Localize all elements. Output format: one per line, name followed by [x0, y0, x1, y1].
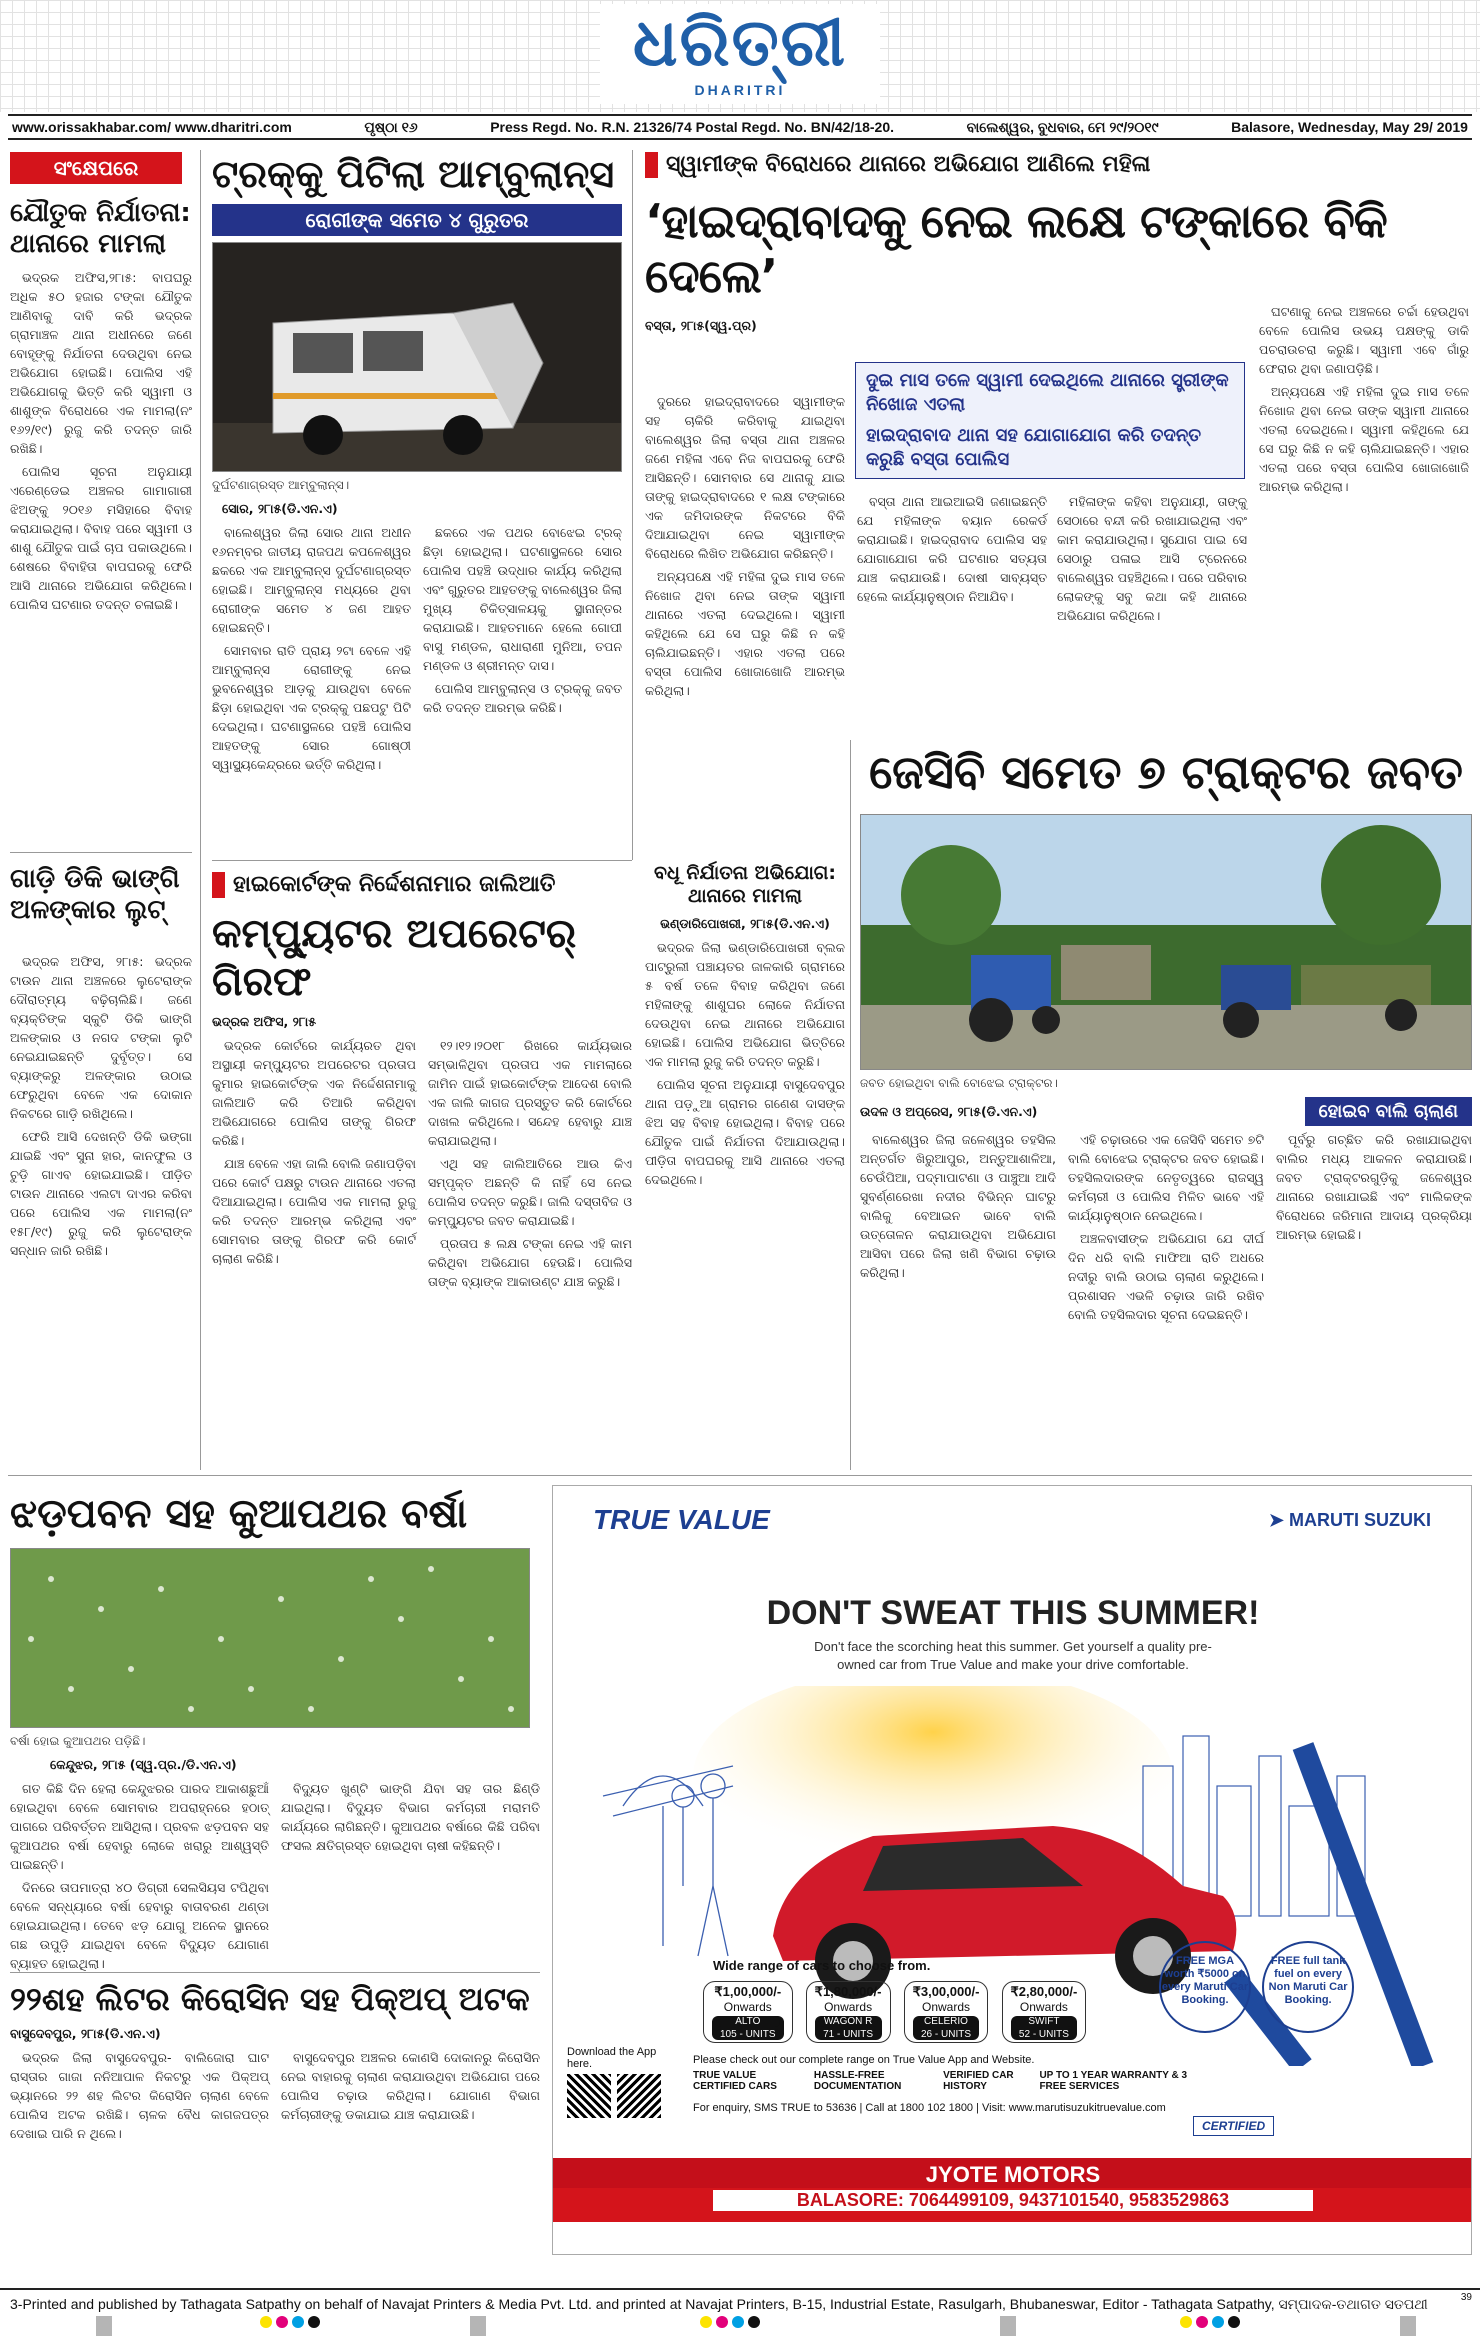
jcb-caption: ଜବତ ହୋଇଥିବା ବାଲି ବୋଝେଇ ଟ୍ରାକ୍ଟର। — [860, 1076, 1058, 1091]
yellow-dot — [260, 2316, 272, 2328]
paragraph: ଭଦ୍ରକ ଜିଲା ଭଣ୍ଡାରିପୋଖରୀ ବ୍ଲକ ପାଟ୍ରୁଲୀ ପଞ୍ଚାୟତର ଜାଳକାରି ଗ୍ରାମରେ ୫ ବର୍ଷ ତଳେ ବିବାହ କରିଥିବା ଜଣେ ମହିଳାଙ୍କୁ ଶାଶୁଘର ଲୋକେ ନିର୍ଯାତନା ଦେଉଥିବା ନେଇ ଥାନାରେ ଅଭିଯୋଗ ହୋଇଛି। ପୋଲିସ ଅଭିଯୋଗ ଭିତ୍ତିରେ ଏକ ମାମଲା ରୁଜୁ କରି ତଦନ୍ତ କରୁଛି। — [645, 939, 845, 1069]
text-column — [212, 1036, 416, 1295]
paragraph: ଏହି ଚଢ଼ାଉରେ ଏକ ଜେସିବି ସମେତ ୭ଟି ବାଲି ବୋଝେଇ ଟ୍ରାକ୍ଟର ଜବତ ହୋଇଛି। ତହସିଲଦାରଙ୍କ ନେତୃତ୍ୱରେ ରାଜସ୍ୱ କର୍ମଚାରୀ ଓ ପୋଲିସ ମିଳିତ ଭାବେ ଏହି କାର୍ଯ୍ୟାନୁଷ୍ଠାନ ନେଇଥିଲେ। — [1068, 1132, 1264, 1224]
true-value-ad[interactable] — [552, 1485, 1472, 2255]
maruti-logo-icon: ➤ — [1268, 1510, 1289, 1530]
model-label: WAGON R 71 - UNITS — [815, 2016, 882, 2040]
hyderabad-col-4 — [1259, 302, 1469, 500]
magenta-dot — [1196, 2316, 1208, 2328]
sankhepare-column — [10, 152, 192, 1258]
price-alto[interactable]: ₹1,00,000/- Onwards ALTO 105 - UNITS — [703, 1981, 793, 2043]
column-divider — [632, 150, 633, 860]
kerosene-story — [10, 1980, 540, 2147]
feature-item: UP TO 1 YEAR WARRANTY & 3 FREE SERVICES — [1039, 2070, 1188, 2092]
black-dot — [748, 2316, 760, 2328]
ambulance-photo[interactable] — [212, 242, 622, 472]
hailstone-photo[interactable] — [10, 1548, 530, 1728]
paragraph: ସୋମବାର ରାତି ପ୍ରାୟ ୨ଟା ବେଳେ ଏହି ଆମ୍ବୁଲାନ୍ସ ରୋଗୀଙ୍କୁ ନେଇ ଭୁବନେଶ୍ୱର ଆଡ଼କୁ ଯାଉଥିବା ବେଳେ ଛିଡ଼ା ହୋଇଥିବା ଏକ ଟ୍ରକ୍‌କୁ ପଛପଟୁ ପିଟି ଦେଇଥିଲା। ଘଟଣାସ୍ଥଳରେ ପହଞ୍ଚି ପୋଲିସ ଆହତଙ୍କୁ ସୋର ଗୋଷ୍ଠୀ ସ୍ୱାସ୍ଥ୍ୟକେନ୍ଦ୍ରରେ ଭର୍ତ୍ତି କରିଥିଲା। — [212, 642, 411, 772]
yellow-dot — [700, 2316, 712, 2328]
enquiry-text[interactable]: For enquiry, SMS TRUE to 53636 | Call at 1800 102 1800 | Visit: www.marutisuzukitruevalue.com — [693, 2102, 1166, 2114]
hyderabad-highlights — [855, 362, 1245, 479]
date-odia: ବାଲେଶ୍ୱର, ବୁଧବାର, ମେ ୨୯/୨୦୧୯ — [966, 118, 1159, 135]
paragraph: ବାସୁଦେବପୁର ଅଞ୍ଚଳର କୋଣସି ଦୋକାନରୁ କିରୋସିନ ନେଇ ବାହାରକୁ ଚାଲାଣ କରାଯାଉଥିବା ଅଭିଯୋଗ ପରେ ପୋଲିସ ଚଢ଼ାଉ କରିଥିଲା। ଯୋଗାଣ ବିଭାଗ କର୍ମଚାରୀଙ୍କୁ ଡକାଯାଇ ଯାଞ୍ଚ କରାଯାଉଛି। — [281, 2050, 540, 2123]
paragraph: ପ୍ରତାପ ୫ ଲକ୍ଷ ଟଙ୍କା ନେଇ ଏହି କାମ କରିଥିବା ଅଭିଯୋଗ ହେଉଛି। ପୋଲିସ ତାଙ୍କ ବ୍ୟାଙ୍କ ଆକାଉଣ୍ଟ ଯାଞ୍ଚ କରୁଛି। — [428, 1236, 632, 1289]
paragraph: ବସ୍ତା ଥାନା ଆଇଆଇସି ଜଣାଇଛନ୍ତି ଯେ ମହିଳାଙ୍କ ବୟାନ ରେକର୍ଡ କରାଯାଇଛି। ହାଇଦ୍ରାବାଦ ପୋଲିସ ସହ ଯୋଗାଯୋଗ କରି ଘଟଣାର ସତ୍ୟତା ଯାଞ୍ଚ କରାଯାଉଛି। ଦୋଷୀ ସାବ୍ୟସ୍ତ ହେଲେ କାର୍ଯ୍ୟାନୁଷ୍ଠାନ ନିଆଯିବ। — [857, 494, 1047, 604]
kerosene-headline[interactable]: ୨୨ଶହ ଲିଟର କିରୋସିନ ସହ ପିକ୍‌ଅପ୍‌ ଅଟକ — [10, 1980, 530, 2018]
highcourt-story — [212, 872, 632, 1295]
highcourt-kicker: ହାଇକୋର୍ଟଙ୍କ ନିର୍ଦ୍ଦେଶନାମାର ଜାଲିଆତି — [233, 872, 556, 897]
registration-mark — [1400, 2316, 1416, 2336]
ad-subline: Don't face the scorching heat this summer. Get yourself a quality pre-owned car from True Value and make your drive comfortable. — [814, 1639, 1212, 1672]
highcourt-headline[interactable]: କମ୍ପ୍ୟୁଟର ଅପରେଟର୍‌ ଗିରଫ — [212, 911, 577, 1005]
column-divider — [850, 740, 851, 1470]
tractors-image — [861, 815, 1472, 1070]
rain-story — [10, 1490, 540, 1977]
kerosene-body — [10, 2048, 540, 2147]
paragraph: ବାଲେଶ୍ୱର ଜିଲା ଜଳେଶ୍ୱର ତହସିଲ ଅନ୍ତର୍ଗତ ଖିରୁଆପୁର, ଅନ୍ତୁଆଶାଳିଆ, ଚେଉଁପିଆ, ପଦ୍ମାପାଟଣା ଓ ପାଞ୍ଚୁଆ ଆଦି ସୁବର୍ଣ୍ଣରେଖା ନଦୀର ବିଭିନ୍ନ ଘାଟରୁ ବାଲିକୁ ବେଆଇନ ଭାବେ ବାଲି ଉତ୍ତୋଳନ କରାଯାଉଥିବା ଅଭିଯୋଗ ଆସିବା ପରେ ଜିଲା ଖଣି ବିଭାଗ ଚଢ଼ାଉ କରିଥିଲା। — [860, 1132, 1056, 1281]
hyderabad-col-1 — [645, 392, 845, 704]
badge-free-mga: FREE MGA worth ₹5000 on every Maruti Car Booking. — [1159, 1941, 1251, 2033]
price-value: ₹1,00,000/- — [714, 1984, 782, 1999]
cyan-dot — [1212, 2316, 1224, 2328]
masthead — [0, 0, 1480, 112]
qr-code-icon[interactable] — [617, 2074, 661, 2118]
black-dot — [1228, 2316, 1240, 2328]
ad-price-list — [703, 1981, 1094, 2043]
text-column — [212, 523, 411, 778]
paragraph: ଭଦ୍ରକ ଅଫିସ,୨୮ା୫: ବାପଘରୁ ଅଧିକ ୫୦ ହଜାର ଟଙ୍କା ଯୌତୁକ ଆଣିବାକୁ ଦାବି କରି ଭଦ୍ରକ ଗ୍ରାମାଞ୍ଚଳ ଥାନା ଅଧୀନରେ ଜଣେ ବୋହୂଙ୍କୁ ନିର୍ଯାତନା ଦେଉଥିବା ନେଇ ଅଭିଯୋଗ ହୋଇଛି। ପୋଲିସ ଏହି ଅଭିଯୋଗକୁ ଭିତ୍ତି କରି ସ୍ୱାମୀ ଓ ଶାଶୁଙ୍କ ବିରୋଧରେ ଏକ ମାମଲା(ନଂ ୧୬୨/୧୯) ରୁଜୁ କରି ତଦନ୍ତ ଜାରି ରଖିଛି। — [10, 270, 192, 457]
red-square-icon — [645, 152, 658, 178]
ambulance-caption: ଦୁର୍ଘଟଣାଗ୍ରସ୍ତ ଆମ୍ବୁଲାନ୍ସ। — [212, 477, 350, 492]
text-column — [10, 1779, 269, 1977]
highcourt-body — [212, 1036, 632, 1295]
jcb-subhead: ହୋଇବ ବାଲି ଚାଲାଣ — [1305, 1097, 1472, 1126]
magenta-dot — [716, 2316, 728, 2328]
ad-app-download — [567, 2046, 677, 2118]
price-wagonr[interactable]: ₹1,80,000/- Onwards WAGON R 71 - UNITS — [806, 1981, 891, 2043]
model-label: ALTO 105 - UNITS — [712, 2016, 784, 2040]
checkout-text: Please check out our complete range on True Value App and Website. — [693, 2054, 1035, 2066]
price-value: ₹2,80,000/- — [1010, 1984, 1078, 1999]
hyderabad-story — [645, 152, 1473, 698]
paragraph: ପୋଲିସ ସୂଚନା ଅନୁଯାୟୀ ବାସୁଦେବପୁର ଥାନା ପଡ଼ୁଆ ଗ୍ରାମର ଗଣେଶ ଦାସଙ୍କ ଝିଅ ସହ ବିବାହ ହୋଇଥିଲା। ବିବାହ ପରେ ଯୌତୁକ ପାଇଁ ନିର୍ଯାତନା ଦିଆଯାଉଥିଲା। ପୀଡ଼ିତା ବାପଘରକୁ ଆସି ଥାନାରେ ଏତଲା ଦେଇଥିଲେ। — [645, 1076, 845, 1187]
highcourt-kicker-row — [212, 872, 632, 898]
story-loot-body — [10, 952, 192, 1264]
hyderabad-headline[interactable]: ‘ହାଇଦ୍ରାବାଦକୁ ନେଇ ଲକ୍ଷେ ଟଙ୍କାରେ ବିକି ଦେଲେ’ — [645, 194, 1387, 304]
hyderabad-dateline: ବସ୍ତା, ୨୮ା୫(ସ୍ୱ.ପ୍ର) — [645, 318, 757, 334]
paragraph: ଫେରି ଆସି ଦେଖନ୍ତି ଡିକି ଭଙ୍ଗା ଯାଇଛି ଏବଂ ସୁନା ହାର, କାନଫୁଲ ଓ ଚୁଡ଼ି ଗାଏବ ହୋଇଯାଇଛି। ପୀଡ଼ିତ ଟାଉନ ଥାନାରେ ଏଲଟା ଦାଏର କରିବା ପରେ ପୋଲିସ ଏକ ମାମଲା(ନଂ ୧୫୮/୧୯) ରୁଜୁ କରି ଲୁଟେରାଙ୍କ ସନ୍ଧାନ ଜାରି ରଖିଛି। — [10, 1129, 192, 1258]
story-dowry-headline[interactable]: ଯୌତୁକ ନିର୍ଯାତନା: ଥାନାରେ ମାମଲା — [10, 198, 191, 260]
hyderabad-col-2 — [857, 492, 1047, 610]
certified-badge: CERTIFIED — [1193, 2116, 1274, 2136]
website-links[interactable]: www.orissakhabar.com/ www.dharitri.com — [12, 119, 292, 135]
ad-brand-maruti — [1269, 1510, 1431, 1531]
paragraph: ବାଲେଶ୍ୱର ଜିଲା ସୋର ଥାନା ଅଧୀନ ୧୬ନମ୍ବର ଜାତୀୟ ରାଜପଥ କପଳେଶ୍ୱର ଛକରେ ଏକ ଆମ୍ବୁଲାନ୍ସ ଦୁର୍ଘଟଣାଗ୍ରସ୍ତ ହୋଇଛି। ଆମ୍ବୁଲାନ୍ସ ମଧ୍ୟରେ ଥିବା ରୋଗୀଙ୍କ ସମେତ ୪ ଜଣ ଆହତ ହୋଇଛନ୍ତି। — [212, 524, 411, 635]
logo-sub: DHARITRI — [694, 82, 786, 98]
magenta-dot — [276, 2316, 288, 2328]
hyderabad-col-3 — [1057, 492, 1247, 629]
date-english: Balasore, Wednesday, May 29/ 2019 — [1231, 119, 1468, 135]
divider — [10, 852, 192, 853]
dealer-banner — [553, 2158, 1472, 2222]
ad-range-title: Wide range of cars to choose from. — [713, 1958, 931, 1973]
ad-info — [693, 2054, 1213, 2114]
paragraph: ୧୨।୧୨।୨୦୧୮ ରିଖରେ କାର୍ଯ୍ୟଭାର ସମ୍ଭାଳିଥିବା ପ୍ରତାପ ଏକ ମାମଲାରେ ଜାମିନ ପାଇଁ ହାଇକୋର୍ଟଙ୍କ ଆଦେଶ ବୋଲି ଏକ ଜାଲି କାଗଜ ପ୍ରସ୍ତୁତ କରି କୋର୍ଟରେ ଦାଖଲ କରିଥିଲେ। ସନ୍ଦେହ ହେବାରୁ ଯାଞ୍ଚ କରାଯାଇଥିଲା। — [428, 1038, 632, 1148]
feature-item: HASSLE-FREE DOCUMENTATION — [813, 2070, 902, 2092]
ambulance-strap: ରୋଗୀଙ୍କ ସମେତ ୪ ଗୁରୁତର — [212, 204, 622, 236]
registration-mark — [96, 2316, 112, 2336]
paragraph: ଘଟଣାକୁ ନେଇ ଅଞ୍ଚଳରେ ଚର୍ଚ୍ଚା ହେଉଥିବା ବେଳେ ପୋଲିସ ଉଭୟ ପକ୍ଷଙ୍କୁ ଡାକି ପଚରାଉଚରା କରୁଛି। ସ୍ୱାମୀ ଏବେ ଗାଁରୁ ଫେରାର ଥିବା ଜଣାପଡ଼ିଛି। — [1259, 304, 1469, 376]
hyderabad-kicker-row — [645, 152, 1473, 178]
paragraph: ଅନ୍ୟପକ୍ଷେ ଏହି ମହିଳା ଦୁଇ ମାସ ତଳେ ନିଖୋଜ ଥିବା ନେଇ ତାଙ୍କ ସ୍ୱାମୀ ଥାନାରେ ଏତଲା ଦେଇଥିଲେ। ସ୍ୱାମୀ କହିଥିଲେ ଯେ ସେ ଘରୁ କିଛି ନ କହି ଚାଲିଯାଇଛନ୍ତି। ଏହାର ଏତଲା ପରେ ବସ୍ତା ପୋଲିସ ଖୋଜାଖୋଜି ଆରମ୍ଭ କରିଥିଲା। — [645, 569, 845, 698]
paragraph: ଭଦ୍ରକ ଜିଲା ବାସୁଦେବପୁର- ବାଲିଜୋରା ଘାଟ ରାସ୍ତାର ଗାଜା ନନିଆପାଳ ନିକଟରୁ ଏକ ପିକ୍‌ଅପ୍ ଭ୍ୟାନରେ ୨୨ ଶହ ଲିଟର କିରୋସିନ ଚାଲାଣ ବେଳେ ପୋଲିସ ଅଟକ ରଖିଛି। ଚାଳକ ବୈଧ କାଗଜପତ୍ର ଦେଖାଇ ପାରି ନ ଥିଲେ। — [10, 2050, 269, 2142]
ambulance-body — [212, 523, 622, 778]
column-divider — [200, 150, 201, 1470]
rain-body — [10, 1779, 540, 1977]
ambulance-story — [212, 152, 622, 778]
jcb-dateline: ଉଦଳ ଓ ଅପ୍ରେସ, ୨୮ା୫(ଡି.ଏନ.ଏ) — [860, 1103, 1038, 1119]
paragraph: ଯାଞ୍ଚ ବେଳେ ଏହା ଜାଲି ବୋଲି ଜଣାପଡ଼ିବା ପରେ କୋର୍ଟ ପକ୍ଷରୁ ଟାଉନ ଥାନାରେ ଏତଲା ଦିଆଯାଇଥିଲା। ପୋଲିସ ଏକ ମାମଲା ରୁଜୁ କରି ତଦନ୍ତ ଆରମ୍ଭ କରିଥିଲା ଏବଂ ସୋମବାର ତାଙ୍କୁ ଗିରଫ କରି କୋର୍ଟ ଚାଲାଣ କରିଛି। — [212, 1156, 416, 1266]
highlight-line-1: ଦୁଇ ମାସ ତଳେ ସ୍ୱାମୀ ଦେଇଥିଲେ ଥାନାରେ ସ୍ତ୍ରୀଙ୍କ ନିଖୋଜ ଏତଲା — [866, 370, 1229, 416]
paragraph: ବିଦ୍ୟୁତ ଖୁଣ୍ଟି ଭାଙ୍ଗି ଯିବା ସହ ତାର ଛିଣ୍ଡି ଯାଇଥିଲା। ବିଦ୍ୟୁତ ବିଭାଗ କର୍ମଚାରୀ ମରାମତି କାର୍ଯ୍ୟରେ ଲାଗିଛନ୍ତି। କୁଆପଥର ବର୍ଷାରେ କିଛି ପରିବା ଫସଲ କ୍ଷତିଗ୍ରସ୍ତ ହୋଇଥିବା ଚାଷୀ କହିଛନ୍ତି। — [281, 1781, 540, 1853]
qr-code-icon[interactable] — [567, 2074, 611, 2118]
paragraph: ଅଞ୍ଚଳବାସୀଙ୍କ ଅଭିଯୋଗ ଯେ ଦୀର୍ଘ ଦିନ ଧରି ବାଲି ମାଫିଆ ରାତି ଅଧରେ ନଦୀରୁ ବାଲି ଉଠାଇ ଚାଲାଣ କରୁଥିଲେ। ପ୍ରଶାସନ ଏଭଳି ଚଢ଼ାଉ ଜାରି ରଖିବ ବୋଲି ତହସିଲଦାର ସୂଚନା ଦେଇଛନ୍ତି। — [1068, 1231, 1264, 1323]
paragraph: ଦୁରରେ ହାଇଦ୍ରାବାଦରେ ସ୍ୱାମୀଙ୍କ ସହ ଚାକିରି କରିବାକୁ ଯାଇଥିବା ବାଲେଶ୍ୱର ଜିଲା ବସ୍ତା ଥାନା ଅଞ୍ଚଳର ଜଣେ ମହିଳା ଏବେ ନିଜ ବାପଘରକୁ ଫେରି ଆସିଛନ୍ତି। ସୋମବାର ସେ ଥାନାକୁ ଯାଇ ତାଙ୍କୁ ହାଇଦ୍ରାବାଦରେ ୧ ଲକ୍ଷ ଟଙ୍କାରେ ଏକ ଜମିଦାରଙ୍କ ନିକଟରେ ବିକି ଦିଆଯାଇଥିବା ନେଇ ସ୍ୱାମୀଙ୍କ ବିରୋଧରେ ଲିଖିତ ଅଭିଯୋଗ କରିଛନ୍ତି। — [645, 394, 845, 561]
kerosene-dateline: ବାସୁଦେବପୁର, ୨୮ା୫(ଡି.ଏନ.ଏ) — [10, 2026, 161, 2042]
black-dot — [308, 2316, 320, 2328]
logo-main: ଧରିତ୍ରୀ — [632, 4, 848, 81]
text-column — [10, 2048, 269, 2147]
text-column — [281, 1779, 540, 1977]
text-column — [423, 523, 622, 778]
registration-number: Press Regd. No. R.N. 21326/74 Postal Regd. No. BN/42/18-20. — [490, 119, 895, 135]
divider — [10, 1972, 540, 1973]
cyan-dot — [732, 2316, 744, 2328]
price-celerio[interactable]: ₹3,00,000/- Onwards CELERIO 26 - UNITS — [904, 1981, 989, 2043]
rain-dateline: କେନ୍ଦୁଝର, ୨୮ା୫ (ସ୍ୱ.ପ୍ର./ଡି.ଏନ.ଏ) — [50, 1757, 237, 1772]
printline-text: 3-Printed and published by Tathagata Satpathy on behalf of Navajat Printers & Media Pvt. Ltd. and printed at Navajat Printers, B-15, Industrial Estate, Rasulgarh, Bhubaneswar, Editor - Tathagata Satpathy, ସମ୍ପାଦକ-ତଥାଗତ ସତପଥୀ — [10, 2296, 1428, 2312]
paragraph: ପୂର୍ବରୁ ଗଚ୍ଛିତ କରି ରଖାଯାଇଥିବା ବାଲିର ମଧ୍ୟ ଆକଳନ କରାଯାଉଛି। ଜବତ ଟ୍ରାକ୍ଟରଗୁଡ଼ିକୁ ଜଳେଶ୍ୱର ଥାନାରେ ରଖାଯାଇଛି ଏବଂ ମାଲିକଙ୍କ ବିରୋଧରେ ଜରିମାନା ଆଦାୟ ପ୍ରକ୍ରିୟା ଆରମ୍ଭ ହୋଇଛି। — [1276, 1132, 1472, 1243]
ad-badges — [1153, 1941, 1354, 2033]
tractor-photo[interactable] — [860, 814, 1472, 1070]
rain-caption: ବର୍ଷା ହୋଇ କୁଆପଥର ପଡ଼ିଛି। — [10, 1734, 146, 1748]
dealer-contact[interactable]: BALASORE: 7064499109, 9437101540, 9583529863 — [713, 2190, 1313, 2211]
cyan-dot — [292, 2316, 304, 2328]
footer-page-number: 39 — [1460, 2292, 1472, 2303]
ambulance-van-image — [213, 243, 622, 472]
badhu-dateline: ଭଣ୍ଡାରିପୋଖରୀ, ୨୮ା୫(ଡି.ଏନ.ଏ) — [660, 915, 830, 931]
text-column — [428, 1036, 632, 1295]
registration-mark — [1000, 2316, 1016, 2336]
section-divider — [8, 1475, 1472, 1476]
rain-headline[interactable]: ଝଡ଼ପବନ ସହ କୁଆପଥର ବର୍ଷା — [10, 1491, 468, 1537]
yellow-dot — [1180, 2316, 1192, 2328]
jcb-body — [860, 1130, 1472, 1328]
paragraph: ଗତ କିଛି ଦିନ ହେଲା କେନ୍ଦୁଝରର ପାରଦ ଆକାଶଛୁଆଁ ହୋଇଥିବା ବେଳେ ସୋମବାର ଅପରାହ୍ନରେ ହଠାତ୍ ପାଗରେ ପରିବର୍ତ୍ତନ ଆସିଥିଲା। ପ୍ରବଳ ଝଡ଼ପବନ ସହ କୁଆପଥର ବର୍ଷା ହେବାରୁ ଲୋକେ ଖରାରୁ ଆଶ୍ୱସ୍ତି ପାଇଛନ୍ତି। — [10, 1781, 269, 1872]
ad-headline: DON'T SWEAT THIS SUMMER! — [766, 1594, 1260, 1632]
paragraph: ପୋଲିସ ସୂଚନା ଅନୁଯାୟୀ ଏରେଣ୍ଡେଇ ଅଞ୍ଚଳର ଗାମାଗାରୀ ଝିଅଙ୍କୁ ୨୦୧୬ ମସିହାରେ ବିବାହ କରାଯାଇଥିଲା। ବିବାହ ପରେ ସ୍ୱାମୀ ଓ ଶାଶୁ ଯୌତୁକ ପାଇଁ ଚାପ ପକାଉଥିଲେ। ଶେଷରେ ବିବାହିତା ବାପଘରକୁ ଫେରି ଆସି ଥାନାରେ ଅଭିଯୋଗ କରିଥିଲେ। ପୋଲିସ ଘଟଣାର ତଦନ୍ତ ଚଳାଇଛି। — [10, 464, 192, 613]
model-label: SWIFT 52 - UNITS — [1011, 2016, 1078, 2040]
maruti-label: MARUTI SUZUKI — [1289, 1510, 1431, 1530]
ambulance-headline[interactable]: ଟ୍ରକ୍‌କୁ ପିଟିଲା ଆମ୍ବୁଲାନ୍ସ — [212, 152, 615, 196]
text-column — [1068, 1130, 1264, 1328]
paragraph: ଭଦ୍ରକ ଅଫିସ, ୨୮ା୫: ଭଦ୍ରକ ଟାଉନ ଥାନା ଅଞ୍ଚଳରେ ଲୁଟେରାଙ୍କ ଦୌରାତ୍ମ୍ୟ ବଢ଼ିଚାଲିଛି। ଜଣେ ବ୍ୟକ୍ତିଙ୍କ ସ୍କୁଟି ଡିକି ଭାଙ୍ଗି ଅଳଙ୍କାର ଓ ନଗଦ ଟଙ୍କା ଲୁଟି ନେଇଯାଇଛନ୍ତି ଦୁର୍ବୃତ୍ତ। ସେ ବ୍ୟାଙ୍କରୁ ଅଳଙ୍କାର ଉଠାଇ ଫେରୁଥିବା ବେଳେ ଏକ ଦୋକାନ ନିକଟରେ ଗାଡ଼ି ରଖିଥିଲେ। — [10, 954, 192, 1121]
sankhepare-kicker: ସଂକ୍ଷେପରେ — [10, 152, 182, 184]
jcb-headline[interactable]: ଜେସିବି ସମେତ ୭ ଟ୍ରାକ୍ଟର ଜବତ — [869, 745, 1463, 799]
badhu-headline[interactable]: ବଧୂ ନିର୍ଯାତନା ଅଭିଯୋଗ: ଥାନାରେ ମାମଲା — [654, 862, 836, 907]
registration-mark — [470, 2316, 486, 2336]
color-registration-marks — [260, 2316, 320, 2334]
paragraph: ଅନ୍ୟପକ୍ଷେ ଏହି ମହିଳା ଦୁଇ ମାସ ତଳେ ନିଖୋଜ ଥିବା ନେଇ ତାଙ୍କ ସ୍ୱାମୀ ଥାନାରେ ଏତଲା ଦେଇଥିଲେ। ସ୍ୱାମୀ କହିଥିଲେ ଯେ ସେ ଘରୁ କିଛି ନ କହି ଚାଲିଯାଇଛନ୍ତି। ଏହାର ଏତଲା ପରେ ବସ୍ତା ପୋଲିସ ଖୋଜାଖୋଜି ଆରମ୍ଭ କରିଥିଲା। — [1259, 384, 1469, 494]
text-column — [1276, 1130, 1472, 1328]
paragraph: ଏଥି ସହ ଜାଲିଆତିରେ ଆଉ କିଏ ସମ୍ପୃକ୍ତ ଅଛନ୍ତି କି ନାହିଁ ସେ ନେଇ ପୋଲିସ ତଦନ୍ତ କରୁଛି। ଜାଲି ଦସ୍ତାବିଜ ଓ କମ୍ପ୍ୟୁଟର ଜବତ କରାଯାଇଛି। — [428, 1156, 632, 1228]
download-label: Download the App here. — [567, 2046, 657, 2070]
feature-item: VERIFIED CAR HISTORY — [943, 2070, 1014, 2092]
jcb-story — [860, 745, 1472, 1328]
hail-field-image — [11, 1549, 530, 1728]
price-value: ₹1,80,000/- — [814, 1984, 882, 1999]
badhu-story — [645, 862, 845, 1193]
story-dowry-body — [10, 268, 192, 614]
page-number: ପୃଷ୍ଠା ୧୬ — [364, 118, 418, 135]
ad-brand-true-value: TRUE VALUE — [593, 1504, 770, 1535]
red-square-icon — [212, 872, 225, 898]
highcourt-dateline: ଭଦ୍ରକ ଅଫିସ, ୨୮ା୫ — [212, 1014, 317, 1029]
story-loot-headline[interactable]: ଗାଡ଼ି ଡିକି ଭାଙ୍ଗି ଅଳଙ୍କାର ଲୁଟ୍‌ — [10, 864, 180, 926]
price-value: ₹3,00,000/- — [912, 1984, 980, 1999]
badge-free-fuel: FREE full tank fuel on every Non Maruti Car Booking. — [1262, 1941, 1354, 2033]
newspaper-logo[interactable] — [600, 4, 880, 104]
info-bar — [8, 114, 1472, 140]
divider — [212, 860, 632, 861]
feature-item: TRUE VALUE CERTIFIED CARS — [693, 2070, 777, 2092]
highlight-line-2: ହାଇଦ୍ରାବାଦ ଥାନା ସହ ଯୋଗାଯୋଗ କରି ତଦନ୍ତ କରୁଛି ବସ୍ତା ପୋଲିସ — [866, 424, 1202, 470]
badhu-body — [645, 938, 845, 1189]
price-swift[interactable]: ₹2,80,000/- Onwards SWIFT 52 - UNITS — [1002, 1981, 1087, 2043]
dealer-name: JYOTE MOTORS — [553, 2158, 1472, 2188]
text-column — [860, 1130, 1056, 1328]
text-column — [281, 2048, 540, 2147]
paragraph: ପୋଲିସ ଆମ୍ବୁଲାନ୍ସ ଓ ଟ୍ରକ୍‌କୁ ଜବତ କରି ତଦନ୍ତ ଆରମ୍ଭ କରିଛି। — [423, 680, 622, 715]
color-registration-marks — [700, 2316, 760, 2334]
paragraph: ଦିନରେ ତାପମାତ୍ରା ୪୦ ଡିଗ୍ରୀ ସେଲସିୟସ ଟପିଥିବା ବେଳେ ସନ୍ଧ୍ୟାରେ ବର୍ଷା ହେବାରୁ ବାତାବରଣ ଥଣ୍ଡା ହୋଇଯାଇଥିଲା। ତେବେ ଝଡ଼ ଯୋଗୁ ଅନେକ ସ୍ଥାନରେ ଗଛ ଉପୁଡ଼ି ଯାଇଥିବା ବେଳେ ବିଦ୍ୟୁତ ଯୋଗାଣ ବ୍ୟାହତ ହୋଇଥିଲା। — [10, 1880, 269, 1971]
paragraph: ଭଦ୍ରକ କୋର୍ଟରେ କାର୍ଯ୍ୟରତ ଥିବା ଅସ୍ଥାୟୀ କମ୍ପ୍ୟୁଟର ଅପରେଟର ପ୍ରତାପ କୁମାର ହାଇକୋର୍ଟଙ୍କ ଏକ ନିର୍ଦ୍ଦେଶନାମାକୁ ଜାଲିଆତି କରି ତିଆରି କରିଥିବା ଅଭିଯୋଗରେ ପୋଲିସ ତାଙ୍କୁ ଗିରଫ କରିଛି। — [212, 1038, 416, 1148]
model-label: CELERIO 26 - UNITS — [913, 2016, 980, 2040]
paragraph: ମହିଳାଙ୍କ କହିବା ଅନୁଯାୟୀ, ତାଙ୍କୁ ସେଠାରେ ବନ୍ଦୀ କରି ରଖାଯାଇଥିଲା ଏବଂ କାମ କରାଯାଉଥିଲା। ସୁଯୋଗ ପାଇ ସେ ସେଠାରୁ ପଳାଇ ଆସି ଟ୍ରେନରେ ବାଲେଶ୍ୱର ପହଞ୍ଚିଥିଲେ। ପରେ ପରିବାର ଲୋକଙ୍କୁ ସବୁ କଥା କହି ଥାନାରେ ଅଭିଯୋଗ କରିଥିଲେ। — [1057, 494, 1247, 623]
ambulance-dateline: ସୋର, ୨୮ା୫(ଡି.ଏନ.ଏ) — [222, 500, 338, 516]
paragraph: ଛକରେ ଏକ ପଥର ବୋଝେଇ ଟ୍ରକ୍ ଛିଡ଼ା ହୋଇଥିଲା। ଘଟଣାସ୍ଥଳରେ ସୋର ପୋଲିସ ପହଞ୍ଚି ଉଦ୍ଧାର କାର୍ଯ୍ୟ କରିଥିଲା ଏବଂ ଗୁରୁତର ଆହତଙ୍କୁ ବାଲେଶ୍ୱର ଜିଲା ମୁଖ୍ୟ ଚିକିତ୍ସାଳୟକୁ ସ୍ଥାନାନ୍ତର କରାଯାଇଛି। ଆହତମାନେ ହେଲେ ଗୋପୀ ବାସୁ ମଣ୍ଡଳ, ରାଧାରାଣୀ ମୁନିଆ, ତପନ ମଣ୍ଡଳ ଓ ଶ୍ରୀମନ୍ତ ଦାସ। — [423, 524, 622, 673]
feature-list — [693, 2070, 1213, 2092]
color-registration-marks — [1180, 2316, 1240, 2334]
hyderabad-kicker: ସ୍ୱାମୀଙ୍କ ବିରୋଧରେ ଥାନାରେ ଅଭିଯୋଗ ଆଣିଲେ ମହିଳା — [666, 152, 1151, 177]
